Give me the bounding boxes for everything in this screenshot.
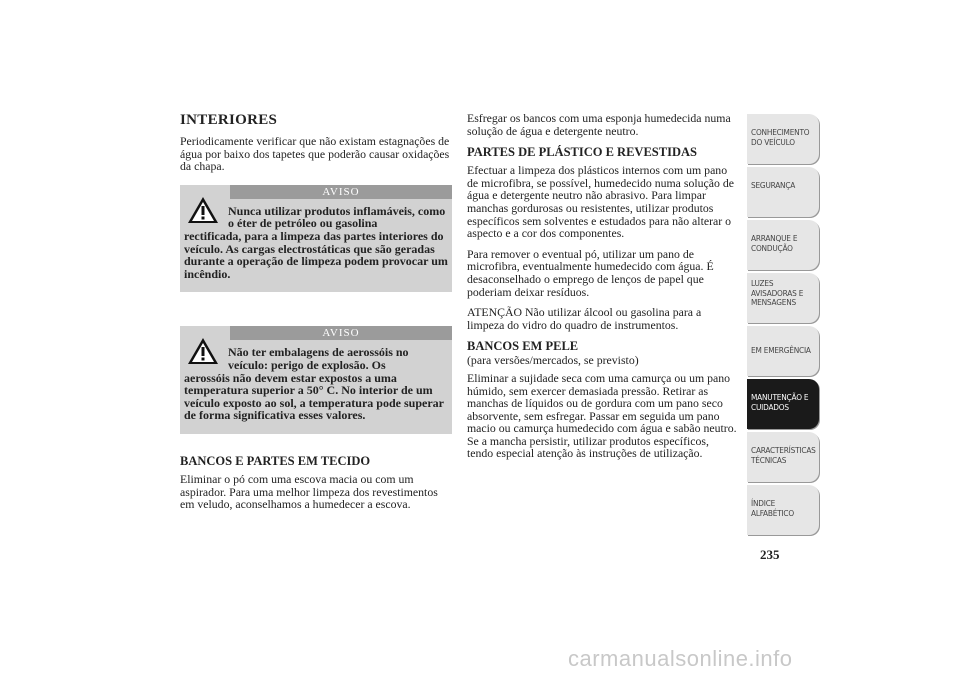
leather-subtitle: (para versões/mercados, se previsto)	[467, 353, 639, 368]
tab-emergencia[interactable]: EM EMERGÊNCIA	[747, 326, 819, 376]
leather-paragraph: Eliminar a sujidade seca com uma camurça ou um pano húmido, sem exercer demasiada pressão. Retirar as manchas de líquidos ou de gordura com um pano seco absorvente, sem esfregar. Passar em seguida um pano macio ou camurça humedecido com água e sabão neutro. Se a mancha persistir, utilizar produtos específicos, tendo especial atenção às instruções de utilização.	[467, 370, 737, 461]
warning-text-first: Nunca utilizar produtos inflamáveis, como o éter de petróleo ou gasolina	[228, 203, 446, 231]
page-number: 235	[760, 547, 780, 562]
section-title-interiores: INTERIORES	[180, 112, 278, 128]
tab-indice[interactable]: ÍNDICE ALFABÉTICO	[747, 485, 819, 535]
watermark: carmanualsonline.info	[568, 646, 793, 671]
tab-caracteristicas[interactable]: CARACTERÍSTICAS TÉCNICAS	[747, 432, 819, 482]
chapter-tabs	[747, 114, 819, 538]
warning-triangle-icon	[186, 336, 220, 366]
section-title-fabric-seats: BANCOS E PARTES EM TECIDO	[180, 453, 371, 468]
section-title-plastic: PARTES DE PLÁSTICO E REVESTIDAS	[467, 145, 697, 160]
warning-heading: AVISO	[230, 185, 452, 199]
tab-manutencao[interactable]: MANUTENÇÃO E CUIDADOS	[747, 379, 819, 429]
fabric-seats-paragraph: Eliminar o pó com uma escova macia ou com um aspirador. Para uma melhor limpeza dos revestimentos em veludo, aconselhamos a humedecer a escova.	[180, 471, 438, 512]
dust-paragraph: Para remover o eventual pó, utilizar um pano de microfibra, eventualmente humedecido com água. É desaconselhado o emprego de lenços de papel que poderiam deixar resíduos.	[467, 246, 714, 299]
warning-box-1	[180, 185, 452, 293]
attention-paragraph: ATENÇÃO Não utilizar álcool ou gasolina para a limpeza do vidro do quadro de instrumentos.	[467, 305, 702, 332]
warning-text-first: Não ter embalagens de aerossóis no veículo: perigo de explosão. Os	[228, 345, 409, 372]
warning-heading: AVISO	[230, 326, 452, 340]
seat-cleaning-paragraph: Esfregar os bancos com uma esponja humedecida numa solução de água e detergente neutro.	[467, 111, 731, 138]
warning-text-rest: rectificada, para a limpeza das partes interiores do veículo. As cargas electrostáticas que são geradas durante a operação de limpeza podem provocar um incêndio.	[184, 228, 448, 281]
plastic-paragraph: Efectuar a limpeza dos plásticos internos com um pano de microfibra, se possível, humedecido numa solução de água e detergente neutro não abrasivo. Para limpar manchas gordurosas ou resistentes, utilizar produtos específicos sem solventes e estudados para não alterar o aspecto e a cor dos componentes.	[467, 163, 734, 241]
tab-conhecimento[interactable]: CONHECIMENTO DO VEÍCULO	[747, 114, 819, 164]
tab-arranque[interactable]: ARRANQUE E CONDUÇÃO	[747, 220, 819, 270]
warning-text	[184, 205, 448, 281]
warning-box-2	[180, 326, 452, 434]
right-column	[467, 112, 737, 468]
warning-text	[184, 346, 448, 422]
left-column	[180, 112, 452, 519]
section-title-leather: BANCOS EM PELE	[467, 339, 579, 354]
warning-triangle-icon	[186, 195, 220, 225]
tab-seguranca[interactable]: SEGURANÇA	[747, 167, 819, 217]
tab-luzes[interactable]: LUZES AVISADORAS E MENSAGENS	[747, 273, 819, 323]
intro-paragraph: Periodicamente verificar que não existam estagnações de água por baixo dos tapetes que poderão causar oxidações da chapa.	[180, 134, 450, 174]
warning-text-rest: aerossóis não devem estar expostos a uma temperatura superior a 50° C. No interior de um veículo exposto ao sol, a temperatura pode superar de forma significativa esses valores.	[184, 370, 444, 423]
